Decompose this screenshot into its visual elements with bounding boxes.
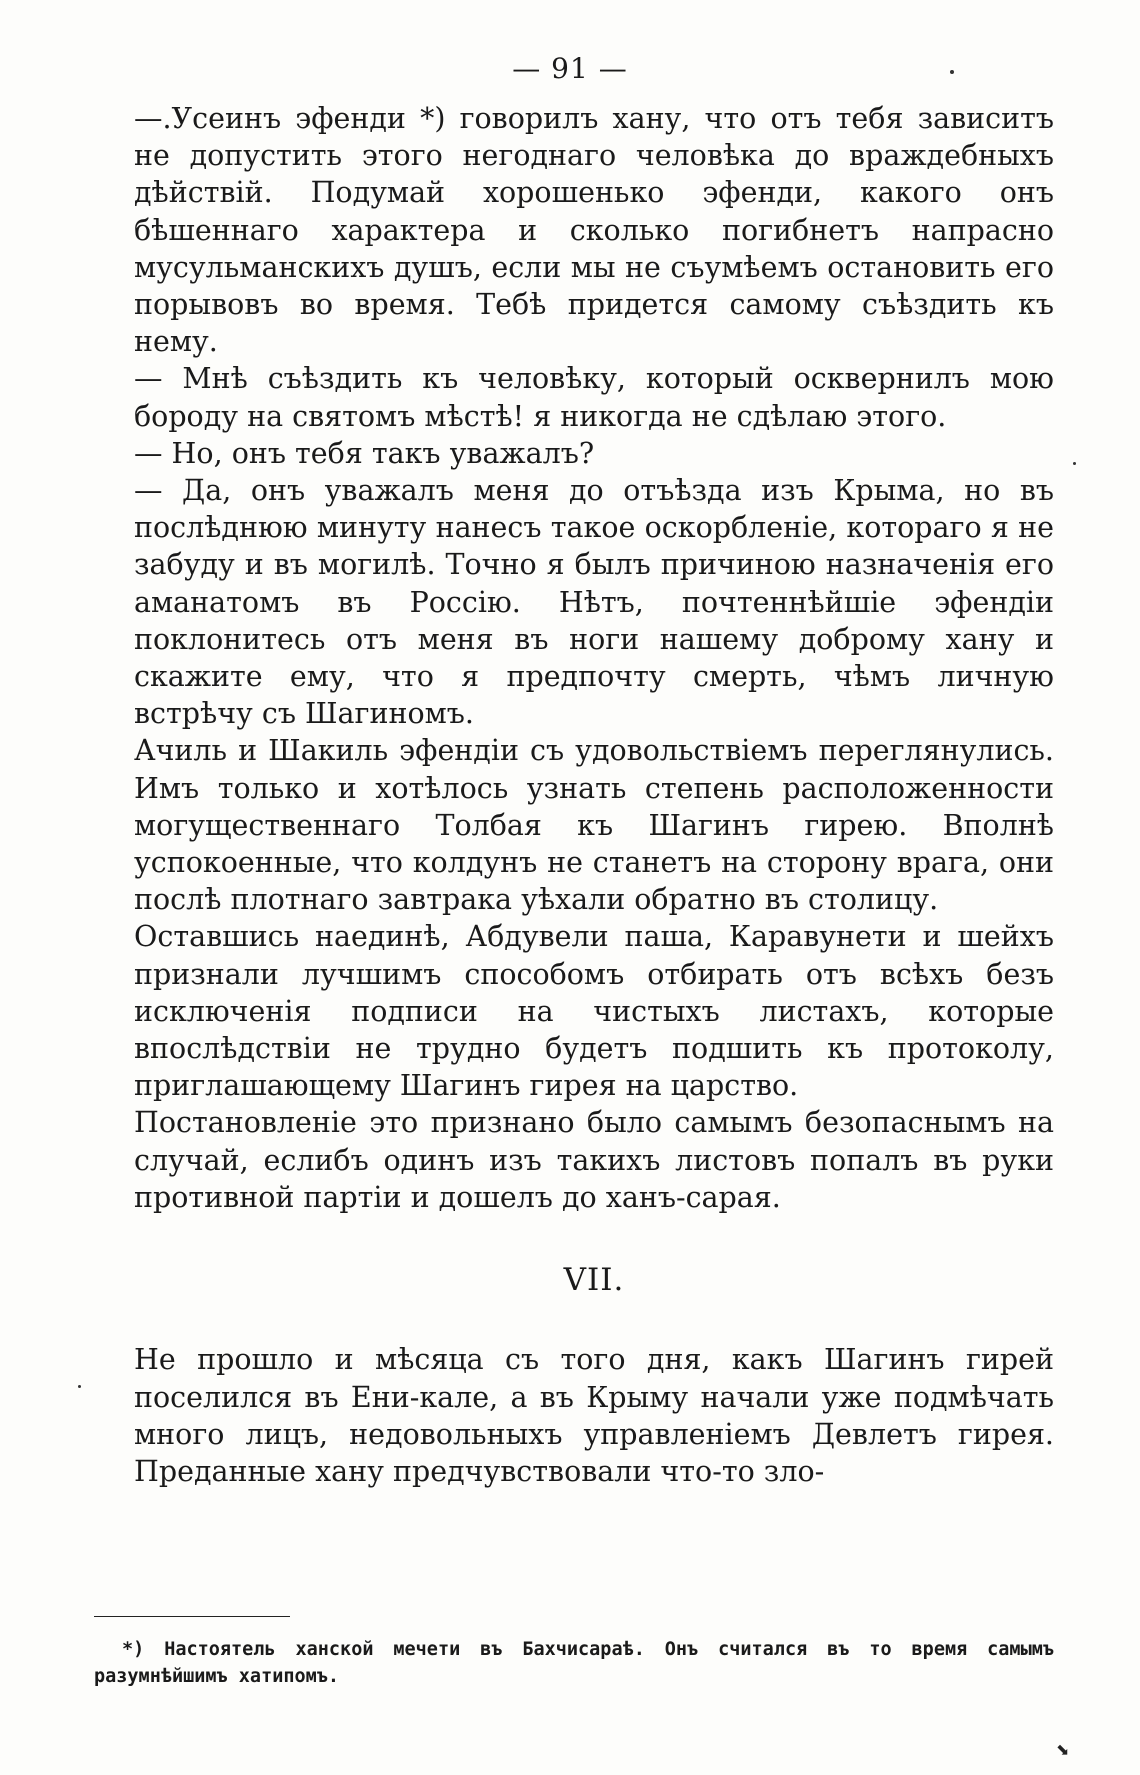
paragraph-6: Оставшись наединѣ, Абдувели паша, Каравунети и шейхъ признали лучшимъ способомъ отбирать отъ всѣхъ безъ исключенія подписи на чистыхъ листахъ, которые впослѣдствіи не трудно будетъ подшить къ протоколу, приглашающему Шагинъ гирея на царство. [134, 920, 1054, 1103]
footnote-divider [94, 1616, 290, 1617]
chapter-heading: VII. [563, 1262, 625, 1299]
chapter-paragraph-1: Не прошло и мѣсяца съ того дня, какъ Шагинъ гирей поселился въ Ени-кале, а въ Крыму начали уже подмѣчать много лицъ, недовольныхъ управленіемъ Девлетъ гирея. Преданные хану предчувствовали что-то зло- [134, 1343, 1054, 1488]
paragraph-2: — Мнѣ съѣздить къ человѣку, который осквернилъ мою бороду на святомъ мѣстѣ! я никогда не сдѣлаю этого. [134, 362, 1054, 433]
paragraph-1: —.Усеинъ эфенди *) говорилъ хану, что отъ тебя зависитъ не допустить этого негоднаго человѣка до враждебныхъ дѣйствій. Подумай хорошенько эфенди, какого онъ бѣшеннаго характера и сколько погибнетъ напрасно мусульманскихъ душъ, если мы не съумѣемъ остановить его порывовъ во время. Тебѣ придется самому съѣздить къ нему. [134, 102, 1054, 359]
paragraph-3: — Но, онъ тебя такъ уважалъ? [134, 436, 595, 470]
main-text [134, 100, 1054, 1490]
print-speck [1073, 462, 1076, 465]
paragraph-4: — Да, онъ уважалъ меня до отъѣзда изъ Крыма, но въ послѣднюю минуту нанесъ такое оскорбленіе, котораго я не забуду и въ могилѣ. Точно я былъ причиною назначенія его аманатомъ въ Россію. Нѣтъ, почтеннѣйшіе эфендіи поклонитесь отъ меня въ ноги нашему доброму хану и скажите ему, что я предпочту смерть, чѣмъ личную встрѣчу съ Шагиномъ. [134, 474, 1054, 731]
footnote: *) Настоятель ханской мечети въ Бахчисараѣ. Онъ считался въ то время самымъ разумнѣйшимъ хатипомъ. [94, 1639, 1054, 1687]
print-speck [78, 1385, 81, 1388]
corner-mark-icon: ⬊ [1056, 1740, 1070, 1759]
page-number: — 91 — [512, 52, 628, 85]
print-speck [950, 70, 954, 74]
paragraph-7: Постановленіе это признано было самымъ безопаснымъ на случай, еслибъ одинъ изъ такихъ листовъ попалъ въ руки противной партіи и дошелъ до ханъ-сарая. [134, 1106, 1054, 1214]
paragraph-5: Ачиль и Шакиль эфендіи съ удовольствіемъ переглянулись. Имъ только и хотѣлось узнать степень расположенности могущественнаго Толбая къ Шагинъ гирею. Вполнѣ успокоенные, что колдунъ не станетъ на сторону врага, они послѣ плотнаго завтрака уѣхали обратно въ столицу. [134, 734, 1054, 917]
